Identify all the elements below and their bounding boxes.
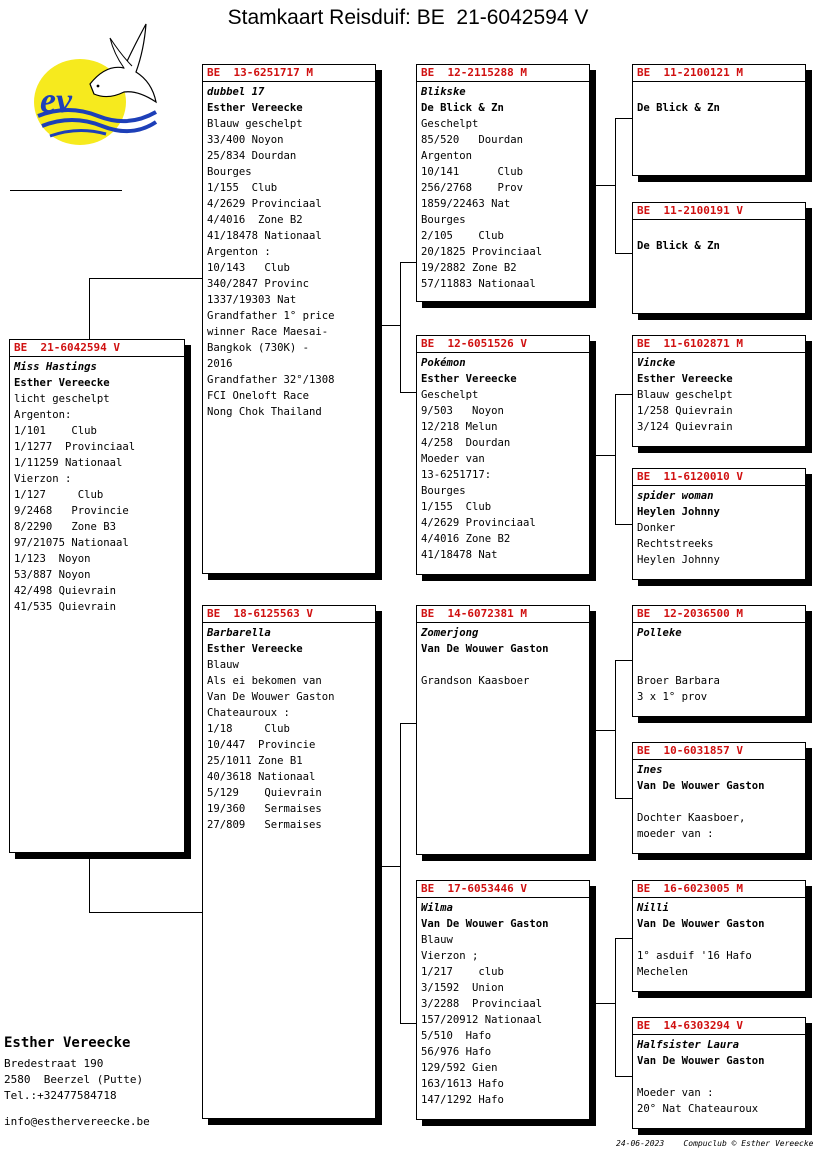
info-line: 19/360 Sermaises bbox=[207, 803, 322, 815]
info-line: 256/2768 Prov bbox=[421, 182, 524, 194]
info-line: Argenton bbox=[421, 150, 473, 162]
info-line: 1/123 Noyon bbox=[14, 553, 91, 565]
info-line: Dochter Kaasboer, bbox=[637, 812, 746, 824]
breeder-name: Heylen Johnny bbox=[637, 506, 720, 518]
ring-number: BE 12-6051526 V bbox=[421, 337, 527, 350]
info-line: Blauw geschelpt bbox=[207, 118, 303, 130]
breeder-name: Van De Wouwer Gaston bbox=[421, 918, 549, 930]
info-line bbox=[637, 794, 805, 810]
card-body bbox=[203, 82, 375, 420]
pigeon-name: Nilli bbox=[637, 902, 669, 914]
info-line: Broer Barbara bbox=[637, 675, 720, 687]
card-body bbox=[633, 760, 805, 842]
connector bbox=[89, 278, 203, 279]
info-line: 157/20912 Nationaal bbox=[421, 1014, 543, 1026]
pigeon-name: Ines bbox=[637, 764, 663, 776]
ring-number: BE 14-6072381 M bbox=[421, 607, 527, 620]
owner-city: 2580 Beerzel (Putte) bbox=[4, 1073, 144, 1086]
pigeon-card-paternal-grandfather bbox=[416, 64, 590, 302]
info-line: 25/834 Dourdan bbox=[207, 150, 297, 162]
card-body bbox=[633, 1035, 805, 1117]
pigeon-name: Halfsister Laura bbox=[637, 1039, 740, 1051]
info-line: 40/3618 Nationaal bbox=[207, 771, 316, 783]
card-body bbox=[633, 623, 805, 705]
info-line: 25/1011 Zone B1 bbox=[207, 755, 303, 767]
connector bbox=[615, 118, 616, 253]
info-line: 1/127 Club bbox=[14, 489, 104, 501]
info-line: 1/258 Quievrain bbox=[637, 405, 733, 417]
info-line: 9/503 Noyon bbox=[421, 405, 504, 417]
info-line: 97/21075 Nationaal bbox=[14, 537, 129, 549]
pigeon-card-ggm-3 bbox=[632, 742, 806, 854]
breeder-name: Van De Wouwer Gaston bbox=[421, 643, 549, 655]
info-line: Geschelpt bbox=[421, 389, 479, 401]
info-line: 10/447 Provincie bbox=[207, 739, 316, 751]
breeder-name: Van De Wouwer Gaston bbox=[637, 918, 765, 930]
info-line: moeder van : bbox=[637, 828, 714, 840]
connector bbox=[89, 858, 90, 912]
info-line: 1/155 Club bbox=[421, 501, 492, 513]
pigeon-card-ggf-3 bbox=[632, 605, 806, 717]
connector bbox=[615, 798, 633, 799]
card-body bbox=[417, 353, 589, 563]
pigeon-name: spider woman bbox=[637, 490, 714, 502]
info-line: 4/4016 Zone B2 bbox=[207, 214, 303, 226]
info-line: Nong Chok Thailand bbox=[207, 406, 322, 418]
info-line: 41/18478 Nat bbox=[421, 549, 498, 561]
connector bbox=[400, 392, 416, 393]
info-line: 1° asduif '16 Hafo bbox=[637, 950, 752, 962]
info-line: 4/258 Dourdan bbox=[421, 437, 511, 449]
pigeon-name: Vincke bbox=[637, 357, 676, 369]
breeder-name: Van De Wouwer Gaston bbox=[637, 780, 765, 792]
connector bbox=[594, 455, 616, 456]
pigeon-card-maternal-grandfather bbox=[416, 605, 590, 855]
connector bbox=[89, 912, 203, 913]
ring-number: BE 18-6125563 V bbox=[207, 607, 313, 620]
pigeon-name: dubbel 17 bbox=[207, 86, 265, 98]
info-line: 147/1292 Hafo bbox=[421, 1094, 504, 1106]
info-line: Heylen Johnny bbox=[637, 554, 720, 566]
connector bbox=[615, 253, 633, 254]
pigeon-name: Zomerjong bbox=[421, 627, 479, 639]
pigeon-card-ggf-2 bbox=[632, 335, 806, 447]
info-line: 33/400 Noyon bbox=[207, 134, 284, 146]
ring-number: BE 16-6023005 M bbox=[637, 882, 743, 895]
info-line: 2/105 Club bbox=[421, 230, 504, 242]
info-line: Argenton : bbox=[207, 246, 271, 258]
card-body bbox=[417, 898, 589, 1108]
owner-phone: Tel.:+32477584718 bbox=[4, 1089, 117, 1102]
connector bbox=[89, 278, 90, 340]
card-body bbox=[417, 623, 589, 689]
svg-text:ev: ev bbox=[40, 80, 72, 120]
info-line: Grandfather 32°/1308 bbox=[207, 374, 335, 386]
pigeon-card-ggf-1 bbox=[632, 64, 806, 176]
info-line: 1/1277 Provinciaal bbox=[14, 441, 136, 453]
info-line: 4/2629 Provinciaal bbox=[421, 517, 536, 529]
info-line: Bourges bbox=[421, 214, 466, 226]
info-line: 3/2288 Provinciaal bbox=[421, 998, 543, 1010]
club-logo bbox=[28, 20, 158, 148]
ring-number: BE 10-6031857 V bbox=[637, 744, 743, 757]
info-line: Bourges bbox=[421, 485, 466, 497]
card-body bbox=[633, 82, 805, 116]
info-line: 8/2290 Zone B3 bbox=[14, 521, 117, 533]
connector bbox=[400, 723, 401, 1023]
ring-number: BE 12-2036500 M bbox=[637, 607, 743, 620]
info-line: 10/141 Club bbox=[421, 166, 524, 178]
breeder-name: Esther Vereecke bbox=[14, 377, 110, 389]
footer-credit: 24-06-2023 Compuclub © Esther Vereecke bbox=[616, 1139, 814, 1148]
ring-number: BE 11-2100191 V bbox=[637, 204, 743, 217]
pigeon-name: Wilma bbox=[421, 902, 453, 914]
connector bbox=[615, 660, 616, 798]
info-line: 1/155 Club bbox=[207, 182, 278, 194]
info-line bbox=[637, 641, 805, 657]
pigeon-card-maternal-grandmother bbox=[416, 880, 590, 1120]
info-line: 1/101 Club bbox=[14, 425, 97, 437]
info-line: Van De Wouwer Gaston bbox=[207, 691, 335, 703]
info-line: Chateauroux : bbox=[207, 707, 290, 719]
card-body bbox=[10, 357, 184, 615]
info-line: 5/129 Quievrain bbox=[207, 787, 322, 799]
connector bbox=[615, 118, 633, 119]
connector bbox=[380, 866, 401, 867]
connector bbox=[594, 185, 616, 186]
connector bbox=[400, 262, 401, 392]
info-line: Bangkok (730K) - bbox=[207, 342, 310, 354]
info-line: 1/11259 Nationaal bbox=[14, 457, 123, 469]
info-line: 1337/19303 Nat bbox=[207, 294, 297, 306]
ring-number: BE 21-6042594 V bbox=[14, 341, 120, 354]
info-line: 129/592 Gien bbox=[421, 1062, 498, 1074]
info-line: Vierzon : bbox=[14, 473, 72, 485]
breeder-name: Esther Vereecke bbox=[421, 373, 517, 385]
connector bbox=[615, 394, 633, 395]
info-line: 41/535 Quievrain bbox=[14, 601, 117, 613]
connector bbox=[380, 325, 401, 326]
info-line: Blauw bbox=[421, 934, 453, 946]
info-line: 20° Nat Chateauroux bbox=[637, 1103, 759, 1115]
info-line: 27/809 Sermaises bbox=[207, 819, 322, 831]
info-line: 1/18 Club bbox=[207, 723, 290, 735]
info-line: Donker bbox=[637, 522, 676, 534]
connector bbox=[615, 938, 633, 939]
pigeon-card-ggf-4 bbox=[632, 880, 806, 992]
connector bbox=[615, 1076, 633, 1077]
info-line: 3/1592 Union bbox=[421, 982, 504, 994]
info-line bbox=[421, 657, 589, 673]
info-line bbox=[637, 84, 805, 100]
info-line: Moeder van : bbox=[637, 1087, 714, 1099]
owner-street: Bredestraat 190 bbox=[4, 1057, 104, 1070]
ring-number: BE 11-6120010 V bbox=[637, 470, 743, 483]
pigeon-card-mother bbox=[202, 605, 376, 1119]
connector bbox=[594, 730, 616, 731]
card-body bbox=[417, 82, 589, 292]
info-line: licht geschelpt bbox=[14, 393, 110, 405]
connector bbox=[615, 524, 633, 525]
info-line: 12/218 Melun bbox=[421, 421, 498, 433]
ring-number: BE 11-6102871 M bbox=[637, 337, 743, 350]
info-line: 3 x 1° prov bbox=[637, 691, 708, 703]
info-line: Vierzon ; bbox=[421, 950, 479, 962]
info-line: Argenton: bbox=[14, 409, 72, 421]
info-line bbox=[637, 1069, 805, 1085]
info-line: 340/2847 Provinc bbox=[207, 278, 310, 290]
info-line: Blauw geschelpt bbox=[637, 389, 733, 401]
info-line: Blauw bbox=[207, 659, 239, 671]
info-line bbox=[637, 657, 805, 673]
pigeon-card-paternal-grandmother bbox=[416, 335, 590, 575]
info-line: 5/510 Hafo bbox=[421, 1030, 492, 1042]
connector bbox=[615, 660, 633, 661]
pigeon-card-father bbox=[202, 64, 376, 574]
breeder-name: De Blick & Zn bbox=[637, 240, 720, 252]
info-line: 1/217 club bbox=[421, 966, 504, 978]
connector bbox=[615, 938, 616, 1076]
logo-divider bbox=[10, 190, 122, 191]
info-line: 56/976 Hafo bbox=[421, 1046, 492, 1058]
info-line: 1859/22463 Nat bbox=[421, 198, 511, 210]
card-body bbox=[633, 486, 805, 568]
pigeon-name: Miss Hastings bbox=[14, 361, 97, 373]
info-line: Grandson Kaasboer bbox=[421, 675, 530, 687]
card-body bbox=[633, 220, 805, 254]
info-line: Rechtstreeks bbox=[637, 538, 714, 550]
pigeon-card-subject bbox=[9, 339, 185, 853]
info-line: 42/498 Quievrain bbox=[14, 585, 117, 597]
info-line: 20/1825 Provinciaal bbox=[421, 246, 543, 258]
info-line: 19/2882 Zone B2 bbox=[421, 262, 517, 274]
breeder-name: Esther Vereecke bbox=[207, 102, 303, 114]
pigeon-card-ggm-2 bbox=[632, 468, 806, 580]
info-line: Bourges bbox=[207, 166, 252, 178]
ring-number: BE 14-6303294 V bbox=[637, 1019, 743, 1032]
info-line: 3/124 Quievrain bbox=[637, 421, 733, 433]
info-line: 2016 bbox=[207, 358, 233, 370]
info-line: 163/1613 Hafo bbox=[421, 1078, 504, 1090]
ring-number: BE 13-6251717 M bbox=[207, 66, 313, 79]
info-line: winner Race Maesai- bbox=[207, 326, 329, 338]
owner-address-block bbox=[4, 1033, 150, 1130]
ring-number: BE 12-2115288 M bbox=[421, 66, 527, 79]
info-line: Mechelen bbox=[637, 966, 689, 978]
info-line: 10/143 Club bbox=[207, 262, 290, 274]
info-line: 13-6251717: bbox=[421, 469, 492, 481]
info-line: FCI Oneloft Race bbox=[207, 390, 310, 402]
page-title: Stamkaart Reisduif: BE 21-6042594 V bbox=[227, 6, 589, 29]
info-line: 4/4016 Zone B2 bbox=[421, 533, 511, 545]
pigeon-name: Polleke bbox=[637, 627, 682, 639]
info-line: Als ei bekomen van bbox=[207, 675, 322, 687]
info-line: 4/2629 Provinciaal bbox=[207, 198, 322, 210]
info-line bbox=[637, 932, 805, 948]
info-line: 57/11883 Nationaal bbox=[421, 278, 536, 290]
ring-number: BE 17-6053446 V bbox=[421, 882, 527, 895]
breeder-name: Esther Vereecke bbox=[637, 373, 733, 385]
card-body bbox=[633, 353, 805, 435]
info-line: Grandfather 1° price bbox=[207, 310, 335, 322]
ring-number: BE 11-2100121 M bbox=[637, 66, 743, 79]
info-line: 41/18478 Nationaal bbox=[207, 230, 322, 242]
card-body bbox=[203, 623, 375, 833]
info-line: Moeder van bbox=[421, 453, 485, 465]
info-line: 85/520 Dourdan bbox=[421, 134, 524, 146]
breeder-name: Esther Vereecke bbox=[207, 643, 303, 655]
pigeon-name: Barbarella bbox=[207, 627, 271, 639]
info-line bbox=[637, 222, 805, 238]
owner-name: Esther Vereecke bbox=[4, 1035, 131, 1051]
pigeon-card-ggm-4 bbox=[632, 1017, 806, 1129]
breeder-name: De Blick & Zn bbox=[637, 102, 720, 114]
info-line: 9/2468 Provincie bbox=[14, 505, 129, 517]
pigeon-card-ggm-1 bbox=[632, 202, 806, 314]
breeder-name: De Blick & Zn bbox=[421, 102, 504, 114]
pigeon-name: Blikske bbox=[421, 86, 466, 98]
connector bbox=[615, 394, 616, 524]
connector bbox=[594, 1003, 616, 1004]
pigeon-name: Pokémon bbox=[421, 357, 466, 369]
info-line: Geschelpt bbox=[421, 118, 479, 130]
card-body bbox=[633, 898, 805, 980]
owner-email[interactable]: info@esthervereecke.be bbox=[4, 1115, 150, 1128]
breeder-name: Van De Wouwer Gaston bbox=[637, 1055, 765, 1067]
connector bbox=[400, 262, 416, 263]
connector bbox=[400, 1023, 416, 1024]
info-line: 53/887 Noyon bbox=[14, 569, 91, 581]
connector bbox=[400, 723, 416, 724]
